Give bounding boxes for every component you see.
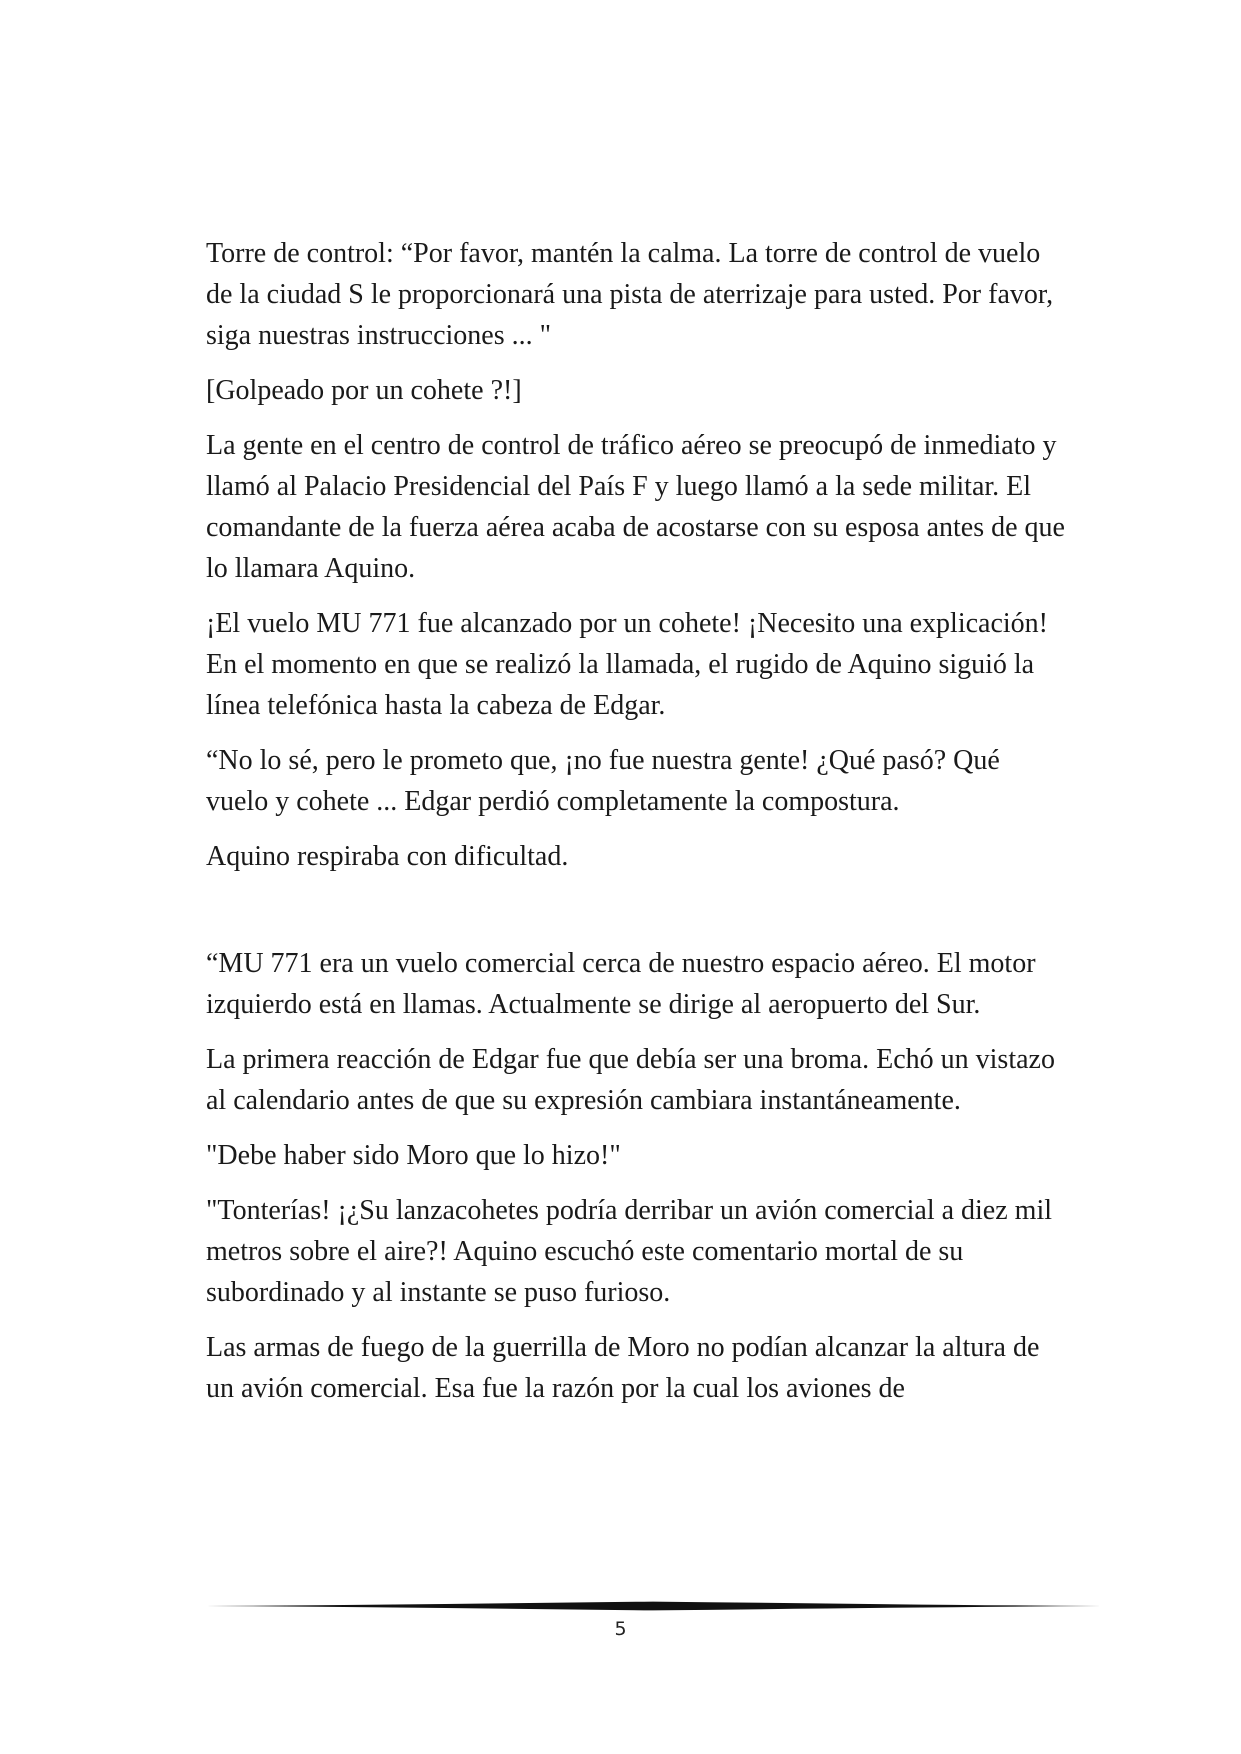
paragraph-9: "Debe haber sido Moro que lo hizo!" (206, 1140, 621, 1171)
body-text (206, 233, 1066, 1423)
paragraph-5: “No lo sé, pero le prometo que, ¡no fue nuestra gente! ¿Qué pasó? Qué vuelo y cohete ... Edgar perdió completamente la compostura. (206, 745, 1000, 817)
page-number: 5 (614, 1618, 627, 1640)
paragraph-3: La gente en el centro de control de tráfico aéreo se preocupó de inmediato y llamó al Palacio Presidencial del País F y luego llamó a la sede militar. El comandante de la fuerza aérea acaba de acostarse con su esposa antes de que lo llamara Aquino. (206, 430, 1065, 584)
paragraph-4: ¡El vuelo MU 771 fue alcanzado por un cohete! ¡Necesito una explicación! En el momento en que se realizó la llamada, el rugido de Aquino siguió la línea telefónica hasta la cabeza de Edgar. (206, 608, 1048, 721)
paragraph-10: "Tonterías! ¡¿Su lanzacohetes podría derribar un avión comercial a diez mil metros sobre el aire?! Aquino escuchó este comentario mortal de su subordinado y al instante se puso furioso. (206, 1195, 1053, 1308)
paragraph-7: “MU 771 era un vuelo comercial cerca de nuestro espacio aéreo. El motor izquierdo está en llamas. Actualmente se dirige al aeropuerto del Sur. (206, 948, 1036, 1020)
paragraph-8: La primera reacción de Edgar fue que debía ser una broma. Echó un vistazo al calendario antes de que su expresión cambiara instantáneamente. (206, 1044, 1055, 1116)
footer-divider (206, 1599, 1101, 1613)
paragraph-1: Torre de control: “Por favor, mantén la calma. La torre de control de vuelo de la ciudad S le proporcionará una pista de aterrizaje para usted. Por favor, siga nuestras instrucciones ... " (206, 238, 1054, 351)
paragraph-2: [Golpeado por un cohete ?!] (206, 375, 522, 406)
paragraph-6: Aquino respiraba con dificultad. (206, 841, 569, 872)
paragraph-11: Las armas de fuego de la guerrilla de Moro no podían alcanzar la altura de un avión comercial. Esa fue la razón por la cual los aviones de (206, 1332, 1040, 1404)
